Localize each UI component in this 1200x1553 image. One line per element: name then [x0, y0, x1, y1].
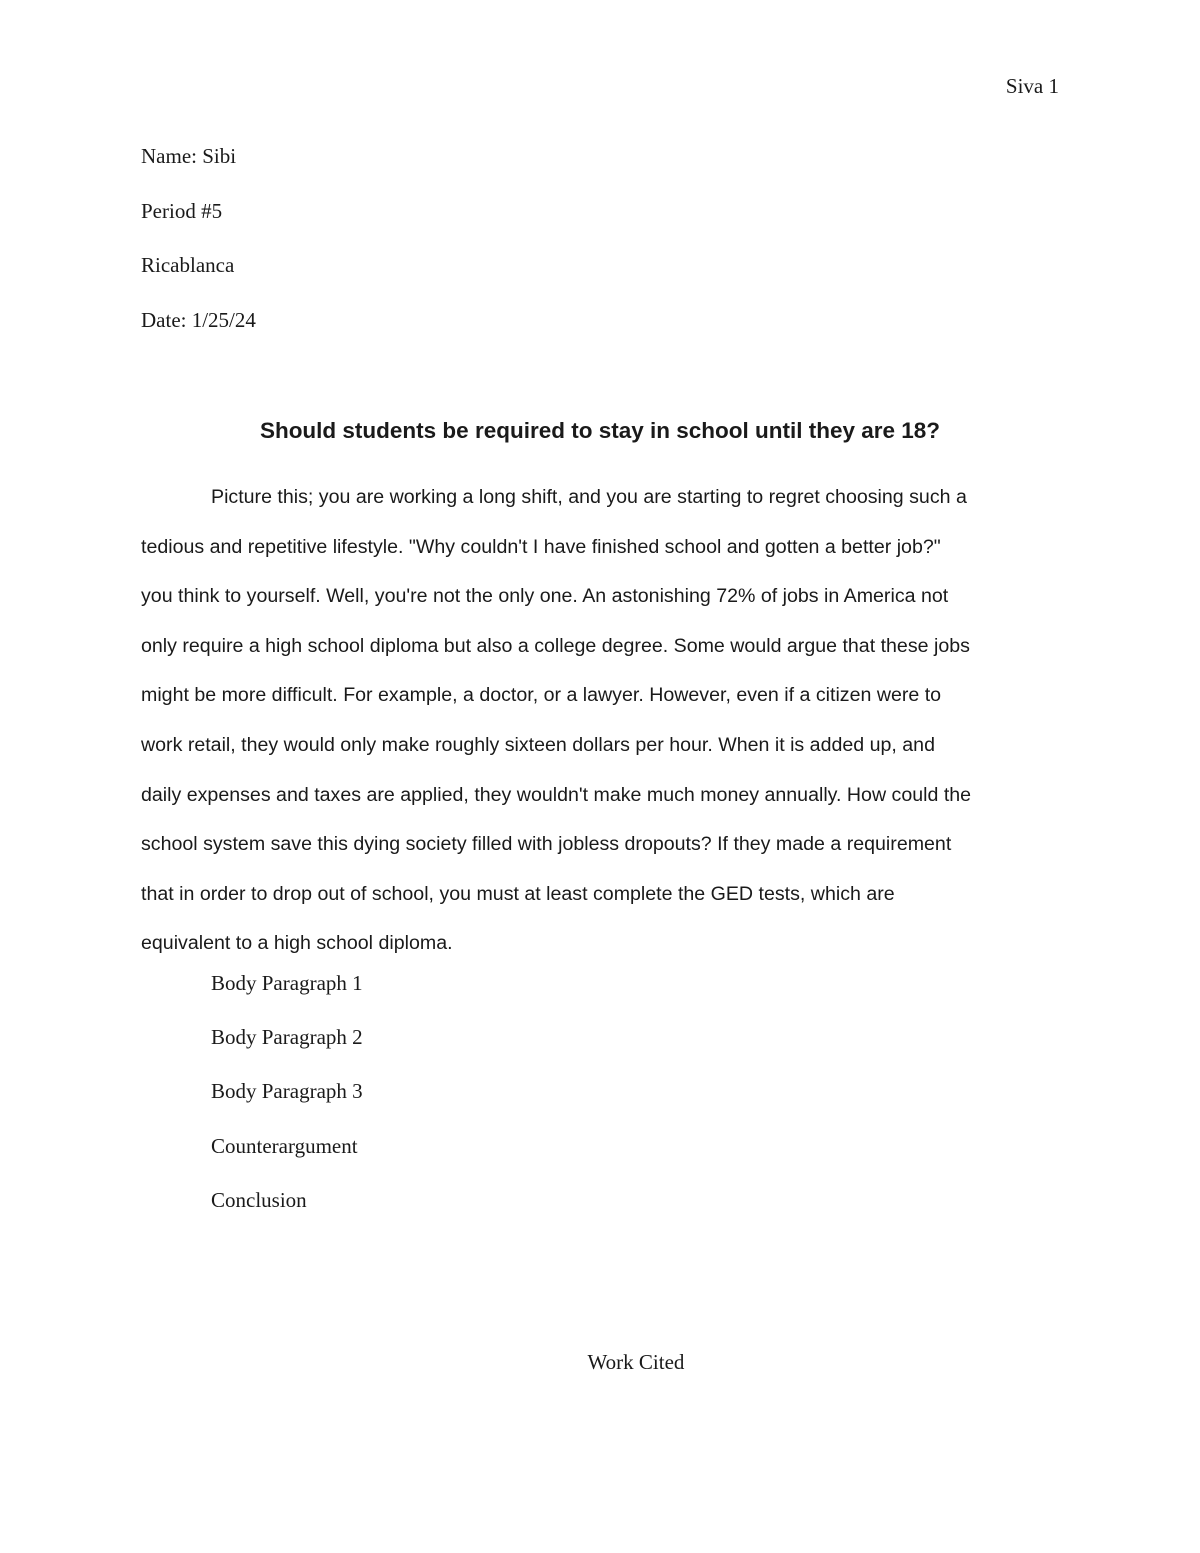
- paragraph-line: might be more difficult. For example, a doctor, or a lawyer. However, even if a citizen were to: [141, 684, 942, 707]
- class-period: Period #5: [141, 198, 223, 223]
- paragraph-line: equivalent to a high school diploma.: [141, 932, 453, 955]
- outline-item: Body Paragraph 2: [211, 1025, 363, 1050]
- paragraph-line: Picture this; you are working a long shift, and you are starting to regret choosing such a: [211, 486, 967, 508]
- works-cited-heading: Work Cited: [587, 1350, 685, 1374]
- assignment-date: Date: 1/25/24: [141, 307, 256, 332]
- outline-item: Counterargument: [211, 1133, 358, 1158]
- paragraph-line: tedious and repetitive lifestyle. "Why couldn't I have finished school and gotten a better job?": [141, 535, 941, 558]
- teacher-name: Ricablanca: [141, 253, 235, 277]
- student-name: Name: Sibi: [141, 144, 237, 168]
- intro-paragraph: [141, 473, 1059, 969]
- paragraph-line: that in order to drop out of school, you must at least complete the GED tests, which are: [141, 882, 895, 905]
- essay-outline: [211, 970, 363, 1241]
- student-info-block: [141, 143, 256, 361]
- essay-title: Should students be required to stay in school until they are 18?: [259, 418, 941, 443]
- paragraph-line: only require a high school diploma but also a college degree. Some would argue that these jobs: [141, 634, 970, 657]
- outline-item: Body Paragraph 3: [211, 1079, 363, 1104]
- running-head: Siva 1: [1005, 74, 1059, 98]
- paragraph-line: work retail, they would only make roughly sixteen dollars per hour. When it is added up, and: [141, 733, 935, 756]
- paragraph-line: daily expenses and taxes are applied, they wouldn't make much money annually. How could the: [141, 783, 972, 806]
- outline-item: Body Paragraph 1: [211, 971, 363, 995]
- outline-item: Conclusion: [211, 1187, 307, 1212]
- paragraph-line: you think to yourself. Well, you're not the only one. An astonishing 72% of jobs in America not: [141, 585, 949, 608]
- paragraph-line: school system save this dying society filled with jobless dropouts? If they made a requirement: [141, 833, 952, 856]
